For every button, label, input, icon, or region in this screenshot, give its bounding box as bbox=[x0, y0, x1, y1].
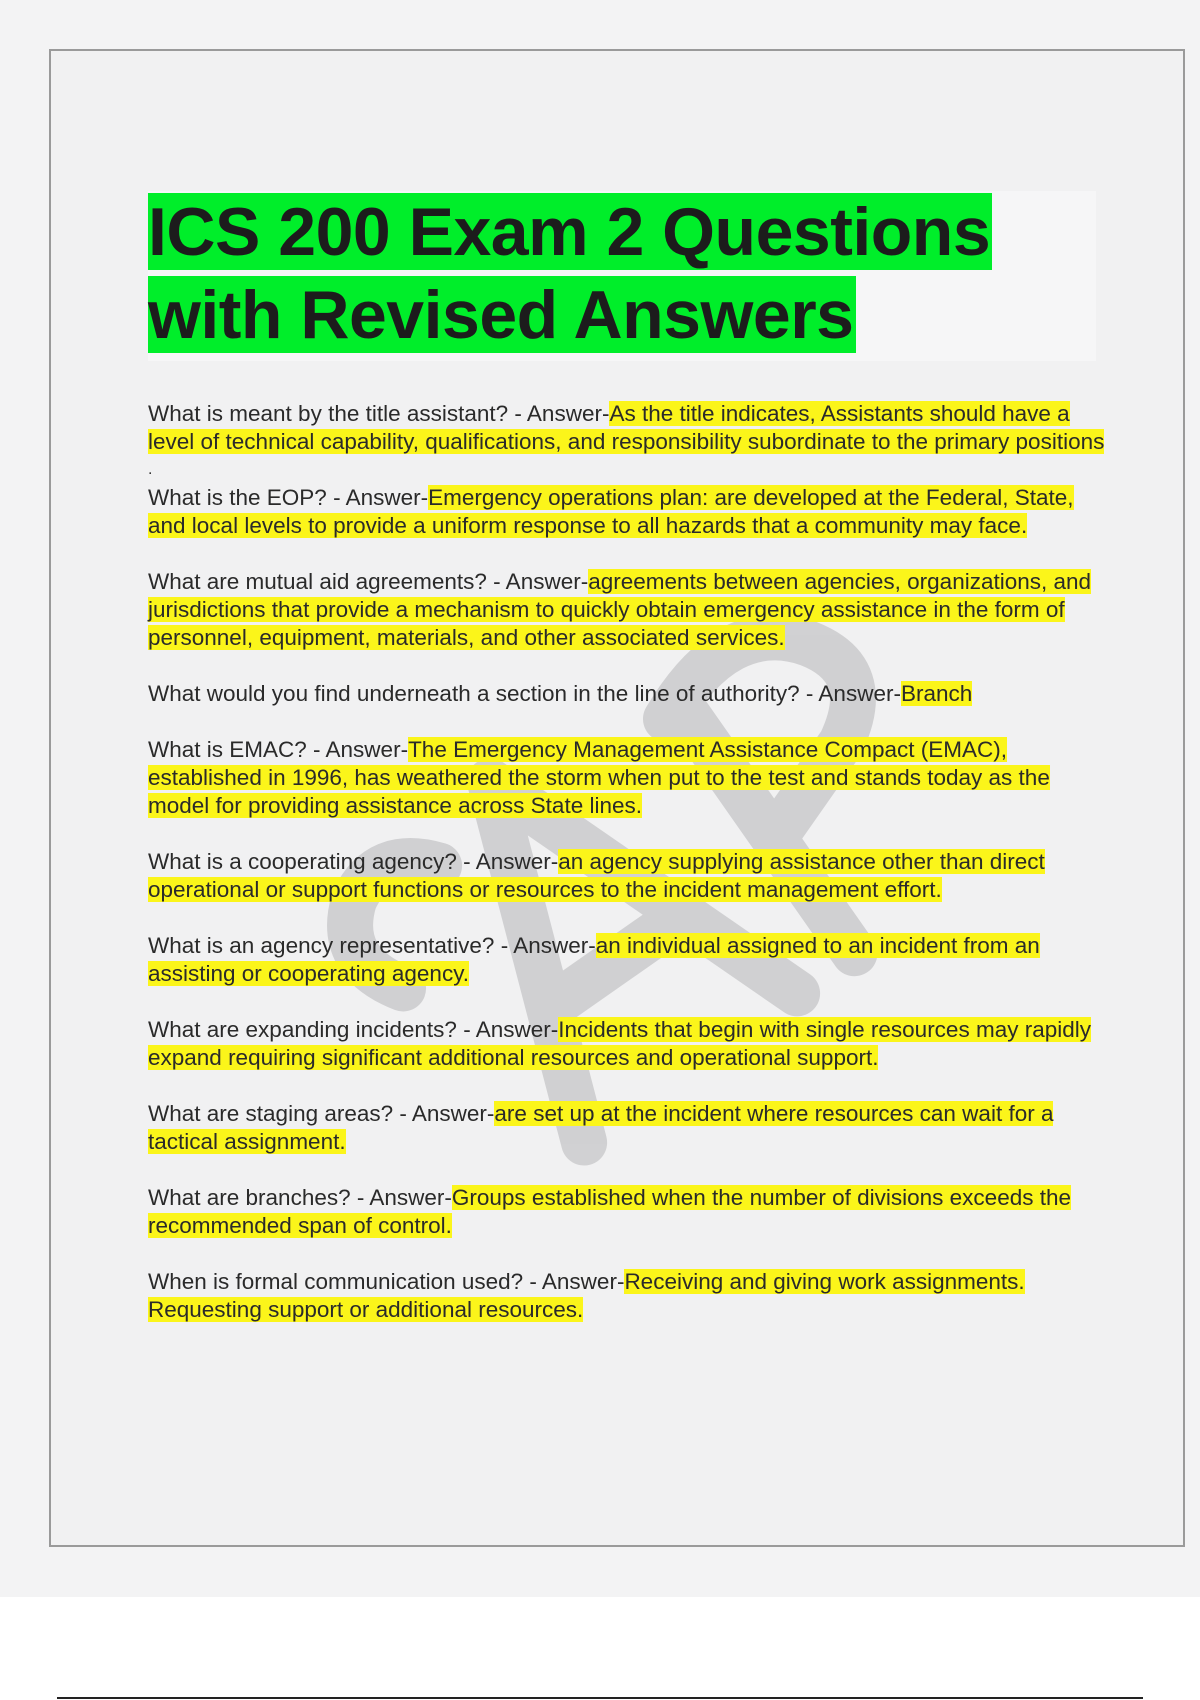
question-text: What is EMAC? - Answer- bbox=[148, 737, 409, 762]
qa-item bbox=[148, 736, 1108, 820]
separator-dot: . bbox=[148, 461, 153, 478]
answer-text: As the title indicates, Assistants should have a level of technical capability, qualifications, and responsibility subordinate to the primary positions bbox=[148, 401, 1105, 454]
footer-divider bbox=[57, 1697, 1143, 1699]
answer-text: Incidents that begin with single resources may rapidly expand requiring significant additional resources and operational support. bbox=[148, 1017, 1091, 1070]
question-text: What are mutual aid agreements? - Answer- bbox=[148, 569, 589, 594]
qa-item bbox=[148, 680, 1108, 708]
question-text: What are branches? - Answer- bbox=[148, 1185, 452, 1210]
question-text: What are staging areas? - Answer- bbox=[148, 1101, 495, 1126]
qa-item bbox=[148, 568, 1108, 652]
question-text: What is the EOP? - Answer- bbox=[148, 485, 429, 510]
question-text: What is an agency representative? - Answer- bbox=[148, 933, 596, 958]
question-text: What is a cooperating agency? - Answer- bbox=[148, 849, 559, 874]
answer-text: Branch bbox=[900, 681, 973, 706]
answer-text: agreements between agencies, organizations, and jurisdictions that provide a mechanism to quickly obtain emergency assistance in the form of personnel, equipment, materials, and other associated services. bbox=[148, 569, 1092, 650]
answer-text: an individual assigned to an incident from an assisting or cooperating agency. bbox=[148, 933, 1040, 986]
qa-item bbox=[148, 484, 1108, 540]
qa-list bbox=[148, 400, 1108, 1352]
question-text: What are expanding incidents? - Answer- bbox=[148, 1017, 559, 1042]
answer-text-continued: Requesting support or additional resources. bbox=[148, 1297, 584, 1322]
answer-text: Receiving and giving work assignments. bbox=[624, 1269, 1025, 1294]
qa-item bbox=[148, 1016, 1108, 1072]
qa-item bbox=[148, 1268, 1108, 1324]
answer-text: Emergency operations plan: are developed at the Federal, State, and local levels to provide a uniform response to all hazards that a community may face. bbox=[148, 485, 1074, 538]
document-page bbox=[49, 49, 1185, 1547]
answer-text: Groups established when the number of divisions exceeds the recommended span of control. bbox=[148, 1185, 1072, 1238]
page-footer-area bbox=[0, 1597, 1200, 1700]
title-line-2: with Revised Answers bbox=[148, 277, 854, 353]
answer-text: The Emergency Management Assistance Compact (EMAC), established in 1996, has weathered the storm when put to the test and stands today as the model for providing assistance across State lines. bbox=[148, 737, 1050, 818]
qa-item bbox=[148, 1184, 1108, 1240]
answer-text: an agency supplying assistance other than direct operational or support functions or resources to the incident management effort. bbox=[148, 849, 1045, 902]
qa-item bbox=[148, 400, 1108, 456]
title-line-1: ICS 200 Exam 2 Questions bbox=[148, 194, 991, 270]
qa-item bbox=[148, 1100, 1108, 1156]
question-text: What is meant by the title assistant? - Answer- bbox=[148, 401, 610, 426]
answer-text: are set up at the incident where resources can wait for a tactical assignment. bbox=[148, 1101, 1054, 1154]
question-text: When is formal communication used? - Answer- bbox=[148, 1269, 625, 1294]
question-text: What would you find underneath a section in the line of authority? - Answer- bbox=[148, 681, 901, 706]
document-title bbox=[148, 191, 1108, 357]
qa-item bbox=[148, 932, 1108, 988]
qa-item bbox=[148, 848, 1108, 904]
